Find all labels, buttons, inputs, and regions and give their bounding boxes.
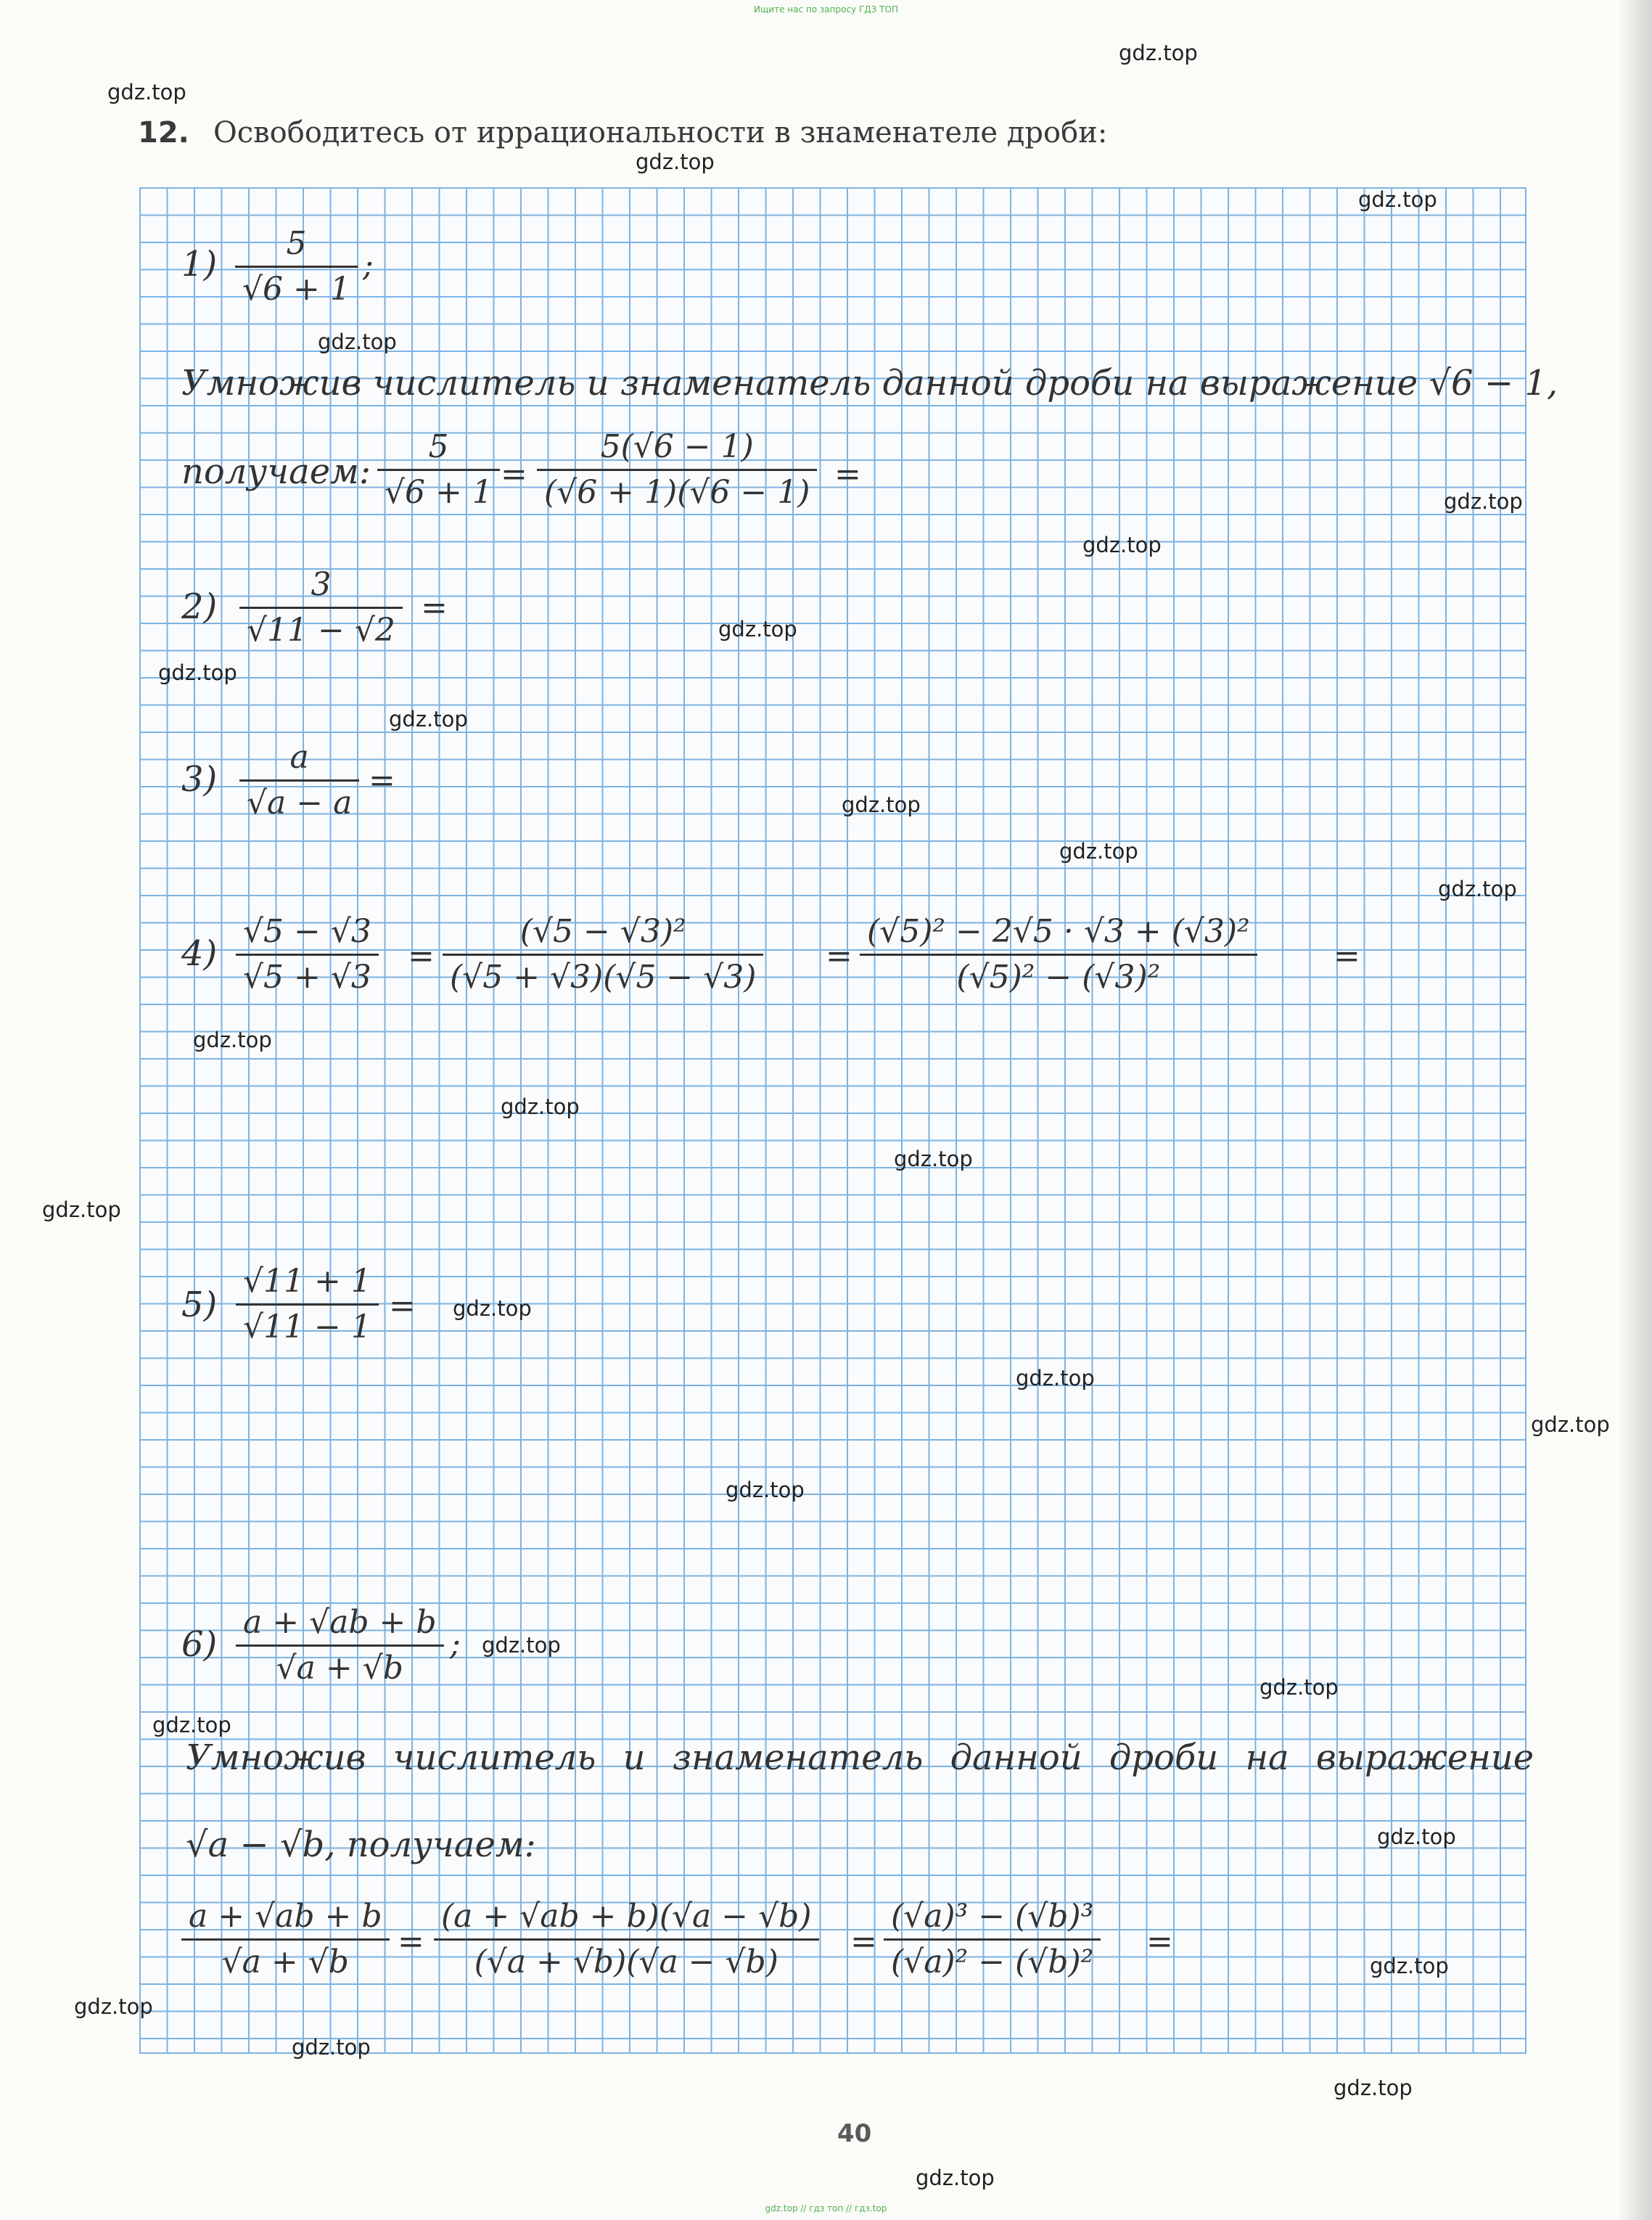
item-1-equals-a: = [501,456,527,493]
item-3-denominator: √a − a [239,779,359,822]
item-6-fraction-c [884,1898,1101,1981]
watermark: gdz.top [453,1296,532,1321]
item-4-denominator-c: (√5)² − (√3)² [860,954,1257,996]
item-4-label: 4) [181,933,218,974]
task-header [138,116,1107,149]
task-title: Освободитесь от иррациональности в знаменателе дроби: [213,116,1108,149]
watermark: gdz.top [636,149,715,174]
page-edge-shadow [1618,0,1652,2220]
task-number: 12. [138,116,189,149]
watermark: gdz.top [501,1094,580,1119]
item-1-eq-fraction-a [377,428,500,512]
watermark: gdz.top [1444,489,1523,514]
item-3-numerator: a [289,739,309,776]
item-6-fraction-a [181,1898,390,1981]
top-search-link[interactable]: Ищите нас по запросу ГДЗ ТОП [754,4,898,15]
item-4-numerator-b: (√5 − √3)² [519,913,686,950]
item-1-label: 1) [181,244,218,284]
item-1-denominator: √6 + 1 [235,266,358,308]
watermark: gdz.top [42,1197,121,1222]
watermark: gdz.top [1377,1824,1456,1849]
item-1-fraction [235,225,358,308]
watermark: gdz.top [1082,533,1162,557]
watermark: gdz.top [318,329,397,354]
item-6-numerator-c: (√a)³ − (√b)³ [891,1898,1094,1935]
bottom-search-link[interactable]: gdz.top // гдз топ // гдз.top [765,2203,887,2213]
item-6-fraction [236,1604,444,1687]
item-2-equals: = [421,589,448,626]
watermark: gdz.top [389,707,468,732]
item-5-label: 5) [181,1285,218,1325]
watermark: gdz.top [894,1147,973,1171]
watermark: gdz.top [916,2166,995,2190]
item-1-equals-b: = [834,456,861,493]
item-1-explanation-line1: Умножив числитель и знаменатель данной дроби на выражение √6 − 1, [181,363,1558,404]
watermark: gdz.top [1119,41,1198,65]
item-6-numerator-a: a + √ab + b [189,1898,382,1935]
item-1-eq-denominator-b: (√6 + 1)(√6 − 1) [537,469,817,512]
item-4-fraction-a [236,913,379,996]
watermark: gdz.top [1333,2076,1413,2100]
item-1-eq-denominator-a: √6 + 1 [377,469,500,512]
page-number: 40 [837,2119,872,2148]
item-1-semicolon: ; [363,247,374,284]
item-4-equals-a: = [408,938,435,975]
watermark: gdz.top [842,792,921,817]
watermark: gdz.top [1016,1366,1095,1390]
item-4-equals-c: = [1333,938,1360,975]
watermark: gdz.top [193,1028,272,1052]
watermark: gdz.top [726,1478,805,1502]
item-1-eq-fraction-b [537,428,817,512]
watermark: gdz.top [718,617,797,642]
item-6-denominator-b: (√a + √b)(√a − √b) [434,1938,819,1981]
watermark: gdz.top [158,660,237,685]
item-6-label: 6) [181,1624,218,1665]
item-3-label: 3) [181,759,218,800]
item-6-semicolon: ; [450,1626,461,1663]
item-6-numerator: a + √ab + b [243,1604,437,1641]
watermark: gdz.top [1531,1412,1610,1437]
item-6-equals-c: = [1146,1923,1173,1960]
watermark: gdz.top [1059,839,1138,864]
item-2-fraction [239,566,403,650]
item-2-denominator: √11 − √2 [239,607,403,650]
item-6-explanation-line1: Умножив числитель и знаменатель данной дроби на выражение [186,1737,1534,1778]
item-6-equals-b: = [850,1923,877,1960]
watermark: gdz.top [152,1713,231,1737]
item-4-denominator-a: √5 + √3 [236,954,379,996]
item-6-denominator: √a + √b [236,1644,444,1687]
watermark: gdz.top [292,2035,371,2060]
item-6-fraction-b [434,1898,819,1981]
item-2-label: 2) [181,586,218,627]
watermark: gdz.top [482,1633,561,1658]
item-1-eq-numerator-a: 5 [428,428,449,465]
item-6-denominator-a: √a + √b [181,1938,390,1981]
item-5-equals: = [389,1287,416,1324]
watermark: gdz.top [1370,1954,1449,1978]
item-1-numerator: 5 [286,225,307,262]
item-3-equals: = [369,762,395,799]
item-2-numerator: 3 [311,566,332,603]
item-1-explanation-line2: получаем: [181,451,371,492]
item-4-numerator-a: √5 − √3 [243,913,371,950]
item-4-denominator-b: (√5 + √3)(√5 − √3) [443,954,763,996]
item-6-equals-a: = [398,1923,424,1960]
item-5-numerator: √11 + 1 [243,1263,371,1300]
item-5-fraction [236,1263,379,1346]
watermark: gdz.top [107,80,186,105]
item-4-numerator-c: (√5)² − 2√5 · √3 + (√3)² [867,913,1250,950]
watermark: gdz.top [1259,1675,1339,1700]
watermark: gdz.top [1358,187,1437,212]
item-3-fraction [239,739,359,822]
item-6-explanation-line2: √a − √b, получаем: [186,1824,536,1865]
item-6-numerator-b: (a + √ab + b)(√a − √b) [441,1898,812,1935]
watermark: gdz.top [1438,877,1517,901]
item-5-denominator: √11 − 1 [236,1303,379,1346]
item-6-denominator-c: (√a)² − (√b)² [884,1938,1101,1981]
item-1-eq-numerator-b: 5(√6 − 1) [600,428,754,465]
item-4-equals-b: = [826,938,852,975]
item-4-fraction-b [443,913,763,996]
item-4-fraction-c [860,913,1257,996]
watermark: gdz.top [74,1994,153,2019]
